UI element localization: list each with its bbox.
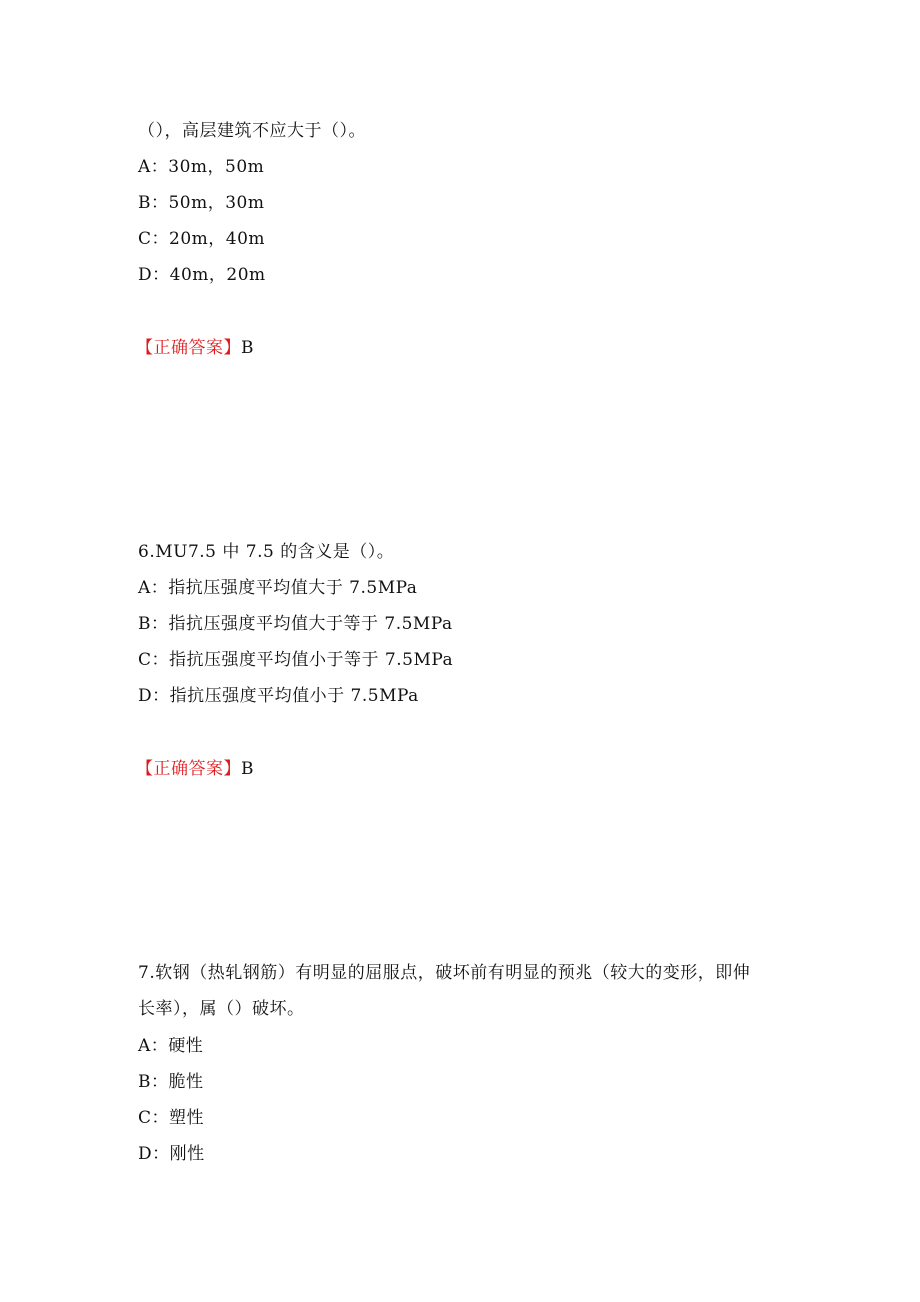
q6-answer bbox=[136, 758, 254, 780]
q6-answer-tag: 【正确答案】 bbox=[136, 759, 241, 779]
q5-answer-value: B bbox=[241, 338, 254, 358]
q7-option-a: A：硬性 bbox=[138, 1036, 204, 1056]
q6-option-a: A：指抗压强度平均值大于 7.5MPa bbox=[138, 578, 418, 598]
q6-option-d: D：指抗压强度平均值小于 7.5MPa bbox=[138, 686, 419, 706]
q7-option-b: B：脆性 bbox=[138, 1072, 204, 1092]
q5-option-c: C：20m，40m bbox=[138, 229, 266, 249]
q6-option-c: C：指抗压强度平均值小于等于 7.5MPa bbox=[138, 650, 454, 670]
q7-stem-line-1: 7.软钢（热轧钢筋）有明显的屈服点，破坏前有明显的预兆（较大的变形，即伸 bbox=[138, 963, 751, 983]
q7-option-d: D：刚性 bbox=[138, 1144, 205, 1164]
q7-stem-line-2: 长率），属（）破坏。 bbox=[138, 999, 305, 1019]
q5-option-b: B：50m，30m bbox=[138, 193, 265, 213]
q5-option-a: A：30m，50m bbox=[138, 157, 265, 177]
q7-option-c: C：塑性 bbox=[138, 1108, 205, 1128]
q6-answer-value: B bbox=[241, 759, 254, 779]
q6-option-b: B：指抗压强度平均值大于等于 7.5MPa bbox=[138, 614, 453, 634]
q5-answer bbox=[136, 337, 254, 359]
q5-stem: （），高层建筑不应大于（）。 bbox=[138, 121, 366, 141]
q6-stem: 6.MU7.5 中 7.5 的含义是（）。 bbox=[138, 542, 395, 562]
q5-option-d: D：40m，20m bbox=[138, 265, 266, 285]
q5-answer-tag: 【正确答案】 bbox=[136, 338, 241, 358]
